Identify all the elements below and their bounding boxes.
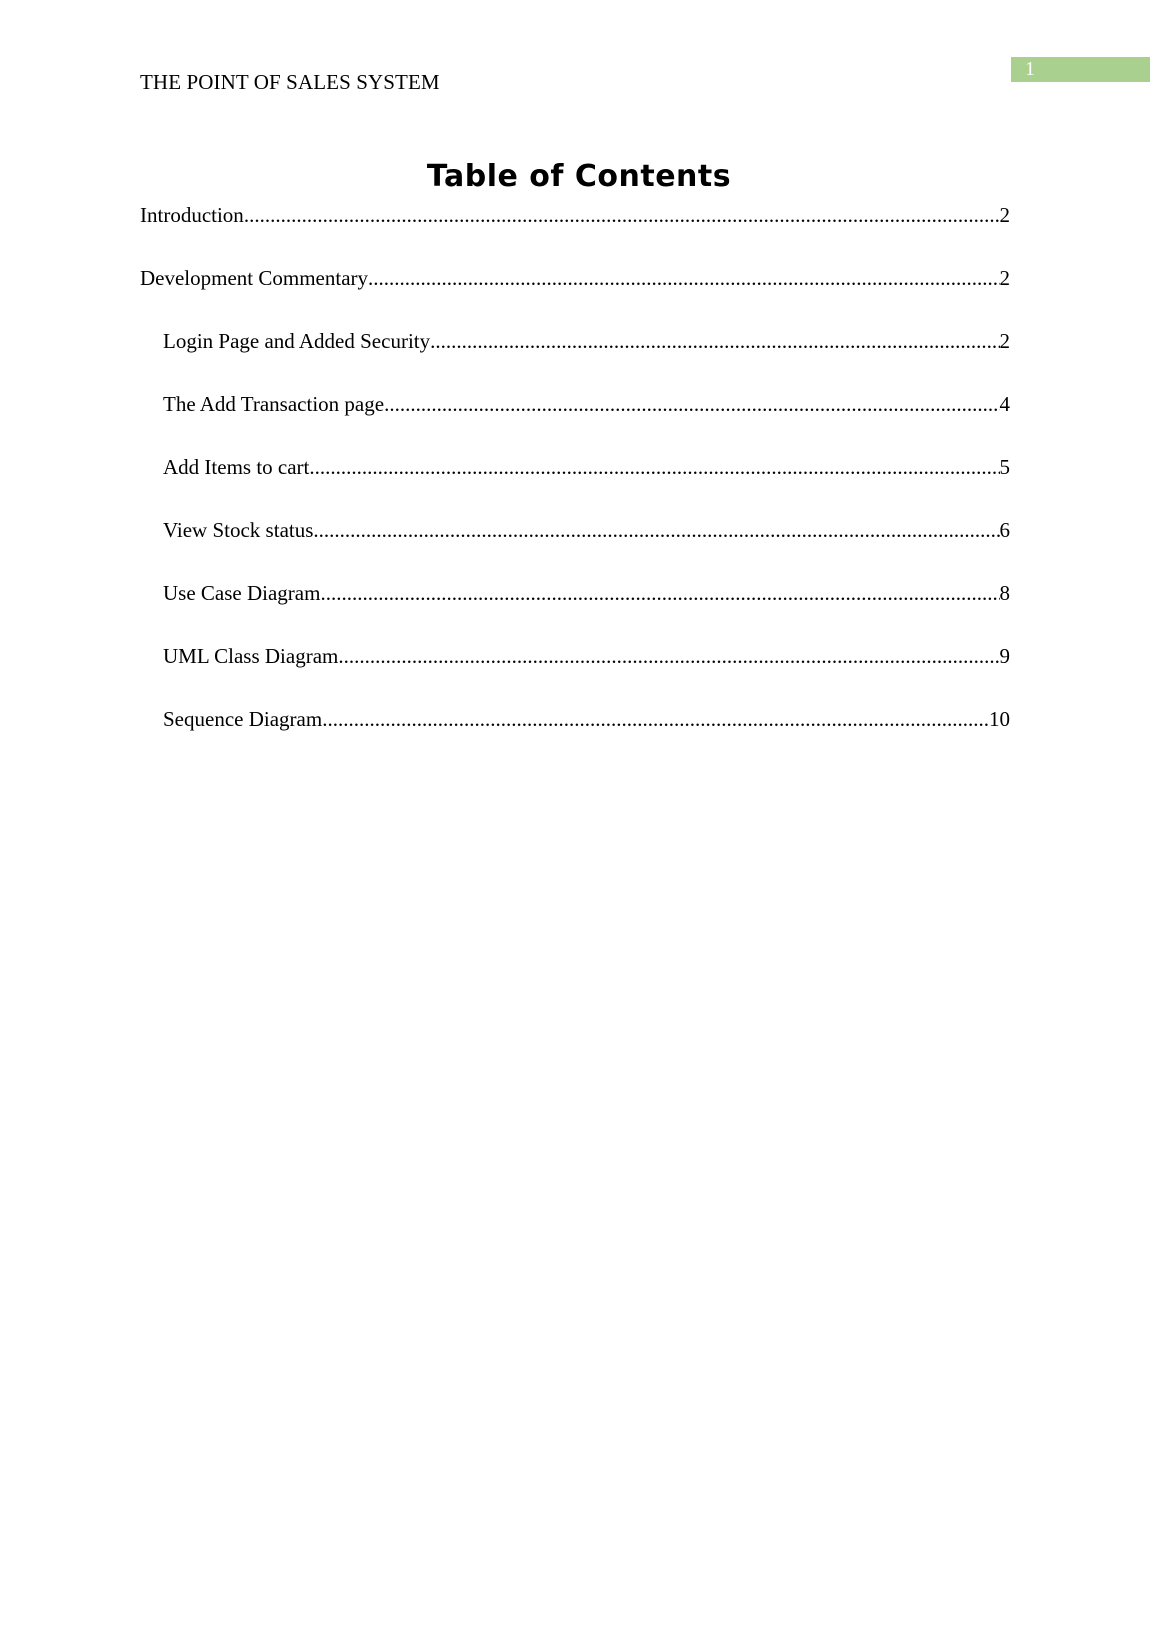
toc-entry-introduction[interactable] — [140, 202, 1010, 228]
toc-entry-page: 2 — [999, 203, 1010, 227]
toc-entry-add-items[interactable] — [163, 454, 1010, 480]
toc-entry-text: Introduction — [140, 203, 244, 227]
toc-entry-page: 6 — [999, 518, 1010, 542]
toc-entry-login-page[interactable] — [163, 328, 1010, 354]
toc-dot-leader — [309, 454, 999, 480]
toc-dot-leader — [322, 706, 989, 732]
toc-entry-add-transaction[interactable] — [163, 391, 1010, 417]
toc-entry-page: 10 — [989, 707, 1010, 731]
toc-dot-leader — [338, 643, 999, 669]
running-header-title: THE POINT OF SALES SYSTEM — [140, 70, 440, 94]
toc-entry-text: Development Commentary — [140, 266, 369, 290]
toc-entry-text: View Stock status — [163, 518, 314, 542]
toc-entry-text: Sequence Diagram — [163, 707, 323, 731]
toc-entry-page: 2 — [999, 266, 1010, 290]
toc-entry-text: Use Case Diagram — [163, 581, 321, 605]
toc-dot-leader — [368, 265, 999, 291]
page-number-badge: 1 — [1011, 57, 1150, 82]
toc-entry-page: 4 — [999, 392, 1010, 416]
toc-entry-text: Add Items to cart — [163, 455, 310, 479]
toc-dot-leader — [384, 391, 999, 417]
toc-heading: Table of Contents — [426, 159, 732, 194]
toc-dot-leader — [430, 328, 999, 354]
toc-entry-view-stock[interactable] — [163, 517, 1010, 543]
toc-entry-uml-class[interactable] — [163, 643, 1010, 669]
toc-entry-text: UML Class Diagram — [163, 644, 339, 668]
toc-entry-page: 9 — [999, 644, 1010, 668]
toc-entry-use-case[interactable] — [163, 580, 1010, 606]
toc-entry-page: 5 — [999, 455, 1010, 479]
toc-dot-leader — [244, 202, 1000, 228]
toc-entry-text: Login Page and Added Security — [163, 329, 431, 353]
toc-dot-leader — [320, 580, 999, 606]
toc-entry-page: 8 — [999, 581, 1010, 605]
toc-entry-sequence[interactable] — [163, 706, 1010, 732]
toc-entry-page: 2 — [999, 329, 1010, 353]
toc-dot-leader — [313, 517, 999, 543]
toc-entry-development-commentary[interactable] — [140, 265, 1010, 291]
toc-entry-text: The Add Transaction page — [163, 392, 385, 416]
